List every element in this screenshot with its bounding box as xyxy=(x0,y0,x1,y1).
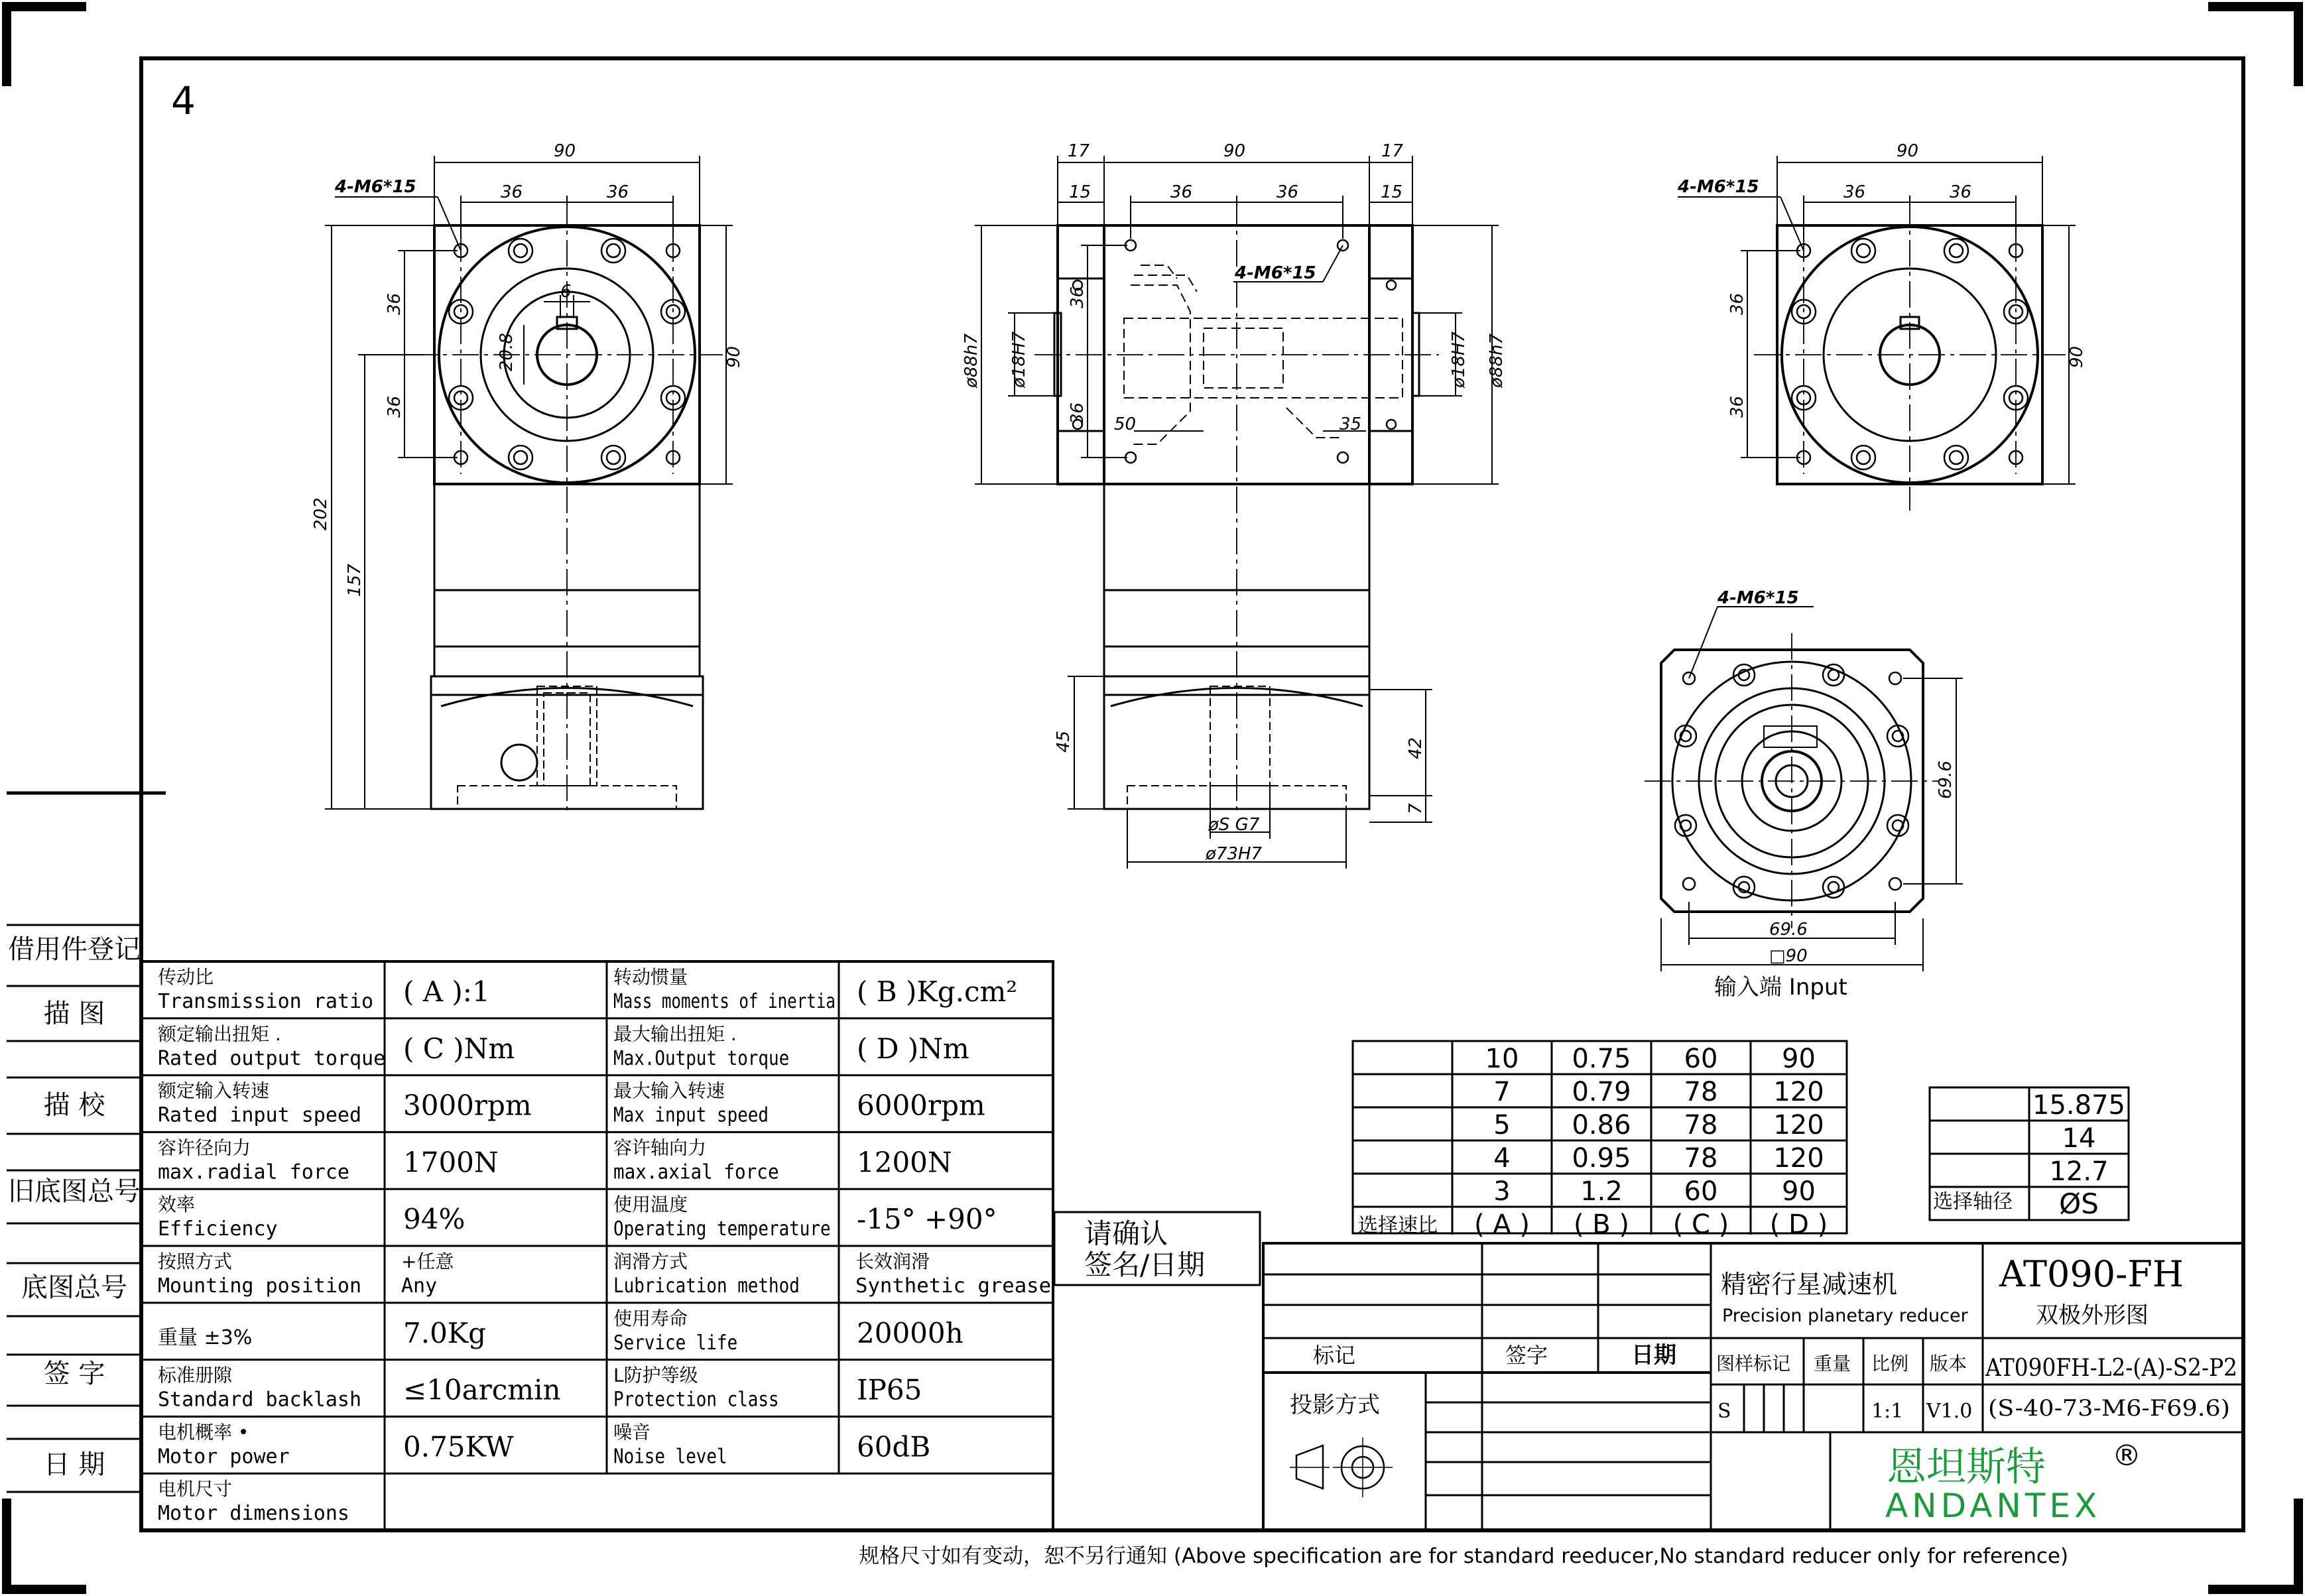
dim-label: 90 xyxy=(1897,141,1919,161)
spec-label-en: Max input speed xyxy=(613,1103,769,1127)
right-view xyxy=(1677,141,2087,511)
ratio-cell: 3 xyxy=(1493,1176,1511,1207)
ratio-cell: 0.86 xyxy=(1572,1110,1631,1140)
dim-label: ø73H7 xyxy=(1206,844,1263,864)
dim-label: 36 xyxy=(385,395,405,418)
spec-value: 0.75KW xyxy=(403,1430,514,1463)
product-name-cn: 精密行星减速机 xyxy=(1721,1270,1898,1299)
spec-value: 94% xyxy=(403,1203,466,1236)
shaft-cell: 14 xyxy=(2062,1123,2096,1154)
ratio-footer-cell: ( B ) xyxy=(1573,1209,1630,1240)
spec-value: 60dB xyxy=(857,1430,931,1463)
dim-label: ø88h7 xyxy=(962,333,981,388)
shaft-cell: 15.875 xyxy=(2032,1090,2125,1121)
dim-label: 90 xyxy=(554,141,576,161)
brand-name-en: ANDANTEX xyxy=(1885,1487,2101,1525)
ratio-cell: 0.75 xyxy=(1572,1044,1631,1074)
spec-label-en: Standard backlash xyxy=(158,1388,362,1412)
spec-value: 长效润滑 xyxy=(855,1251,930,1272)
dim-label: 15 xyxy=(1381,182,1403,202)
brand-name-cn: 恩坦斯特 xyxy=(1887,1444,2046,1491)
dim-label: 90 xyxy=(1223,141,1246,161)
spec-value: 1700N xyxy=(403,1146,499,1179)
dim-label: 4-M6*15 xyxy=(335,177,416,197)
title-header-mark: 标记 xyxy=(1313,1343,1356,1368)
ratio-cell: 60 xyxy=(1684,1044,1718,1074)
dim-label: 157 xyxy=(345,564,365,597)
spec-label-cn: 传动比 xyxy=(158,966,214,988)
strip-label: 借用件登记 xyxy=(8,934,141,965)
spec-label-cn: 效率 xyxy=(158,1194,196,1216)
spec-label-cn: 最大输入转速 xyxy=(613,1079,725,1102)
spec-label-en: max.axial force xyxy=(613,1160,779,1184)
confirm-line-1: 请确认 xyxy=(1084,1217,1168,1250)
projection-label: 投影方式 xyxy=(1290,1392,1380,1418)
ratio-cell: 120 xyxy=(1773,1143,1824,1174)
dim-label: 36 xyxy=(1727,395,1747,418)
spec-label-en: Efficiency xyxy=(158,1217,278,1241)
spec-label-cn: 额定输出扭矩 . xyxy=(158,1022,281,1045)
strip-label: 日 期 xyxy=(43,1449,105,1480)
ratio-cell: 0.79 xyxy=(1572,1077,1631,1107)
dim-label: ø18H7 xyxy=(1449,331,1469,388)
spec-value: Any xyxy=(401,1274,438,1298)
dim-label: øS G7 xyxy=(1208,815,1260,835)
input-caption: 输入端 Input xyxy=(1714,974,1847,1001)
spec-label-cn: 润滑方式 xyxy=(613,1251,688,1272)
dim-label: ø18H7 xyxy=(1009,331,1029,388)
spec-label-en: Max.Output torque xyxy=(613,1046,790,1070)
strip-label: 旧底图总号 xyxy=(8,1176,141,1207)
spec-value: +任意 xyxy=(401,1251,454,1272)
model-number: AT090-FH xyxy=(1999,1253,2184,1295)
strip-label: 底图总号 xyxy=(21,1272,127,1303)
title-header-sign: 签字 xyxy=(1505,1343,1548,1368)
dim-label: 36 xyxy=(1068,286,1088,308)
spec-label-cn: L防护等级 xyxy=(613,1364,698,1386)
meta-value: V1.0 xyxy=(1926,1400,1973,1423)
ratio-cell: 120 xyxy=(1773,1077,1824,1107)
spec-label-en: max.radial force xyxy=(158,1160,349,1184)
sheet-number: 4 xyxy=(171,78,196,123)
spec-label-cn: 转动惯量 xyxy=(613,966,688,988)
meta-value: S xyxy=(1717,1400,1731,1423)
spec-label-en: Motor dimensions xyxy=(158,1502,349,1526)
spec-label-en: Noise level xyxy=(613,1445,727,1469)
ratio-cell: 78 xyxy=(1684,1110,1718,1140)
ratio-footer-cell: ( A ) xyxy=(1473,1209,1530,1240)
ratio-cell: 90 xyxy=(1782,1176,1816,1207)
dim-label: 17 xyxy=(1068,141,1090,161)
ratio-cell: 78 xyxy=(1684,1077,1718,1107)
spec-label-cn: 标准册隙 xyxy=(158,1364,233,1386)
ratio-footer-label: 选择速比 xyxy=(1358,1214,1438,1237)
side-view xyxy=(962,141,1507,869)
strip-label: 描 校 xyxy=(43,1090,105,1121)
spec-label-cn: 电机尺寸 xyxy=(158,1478,233,1501)
part-sub: (S-40-73-M6-F69.6) xyxy=(1988,1395,2230,1422)
spec-value: 6000rpm xyxy=(857,1089,985,1122)
dim-label: 7 xyxy=(1406,803,1426,814)
spec-value: IP65 xyxy=(857,1373,922,1406)
spec-value: 7.0Kg xyxy=(403,1316,487,1349)
ratio-cell: 120 xyxy=(1773,1110,1824,1140)
dim-label: 90 xyxy=(724,345,744,368)
dim-label: 42 xyxy=(1406,737,1426,759)
shaft-cell: 12.7 xyxy=(2049,1156,2109,1187)
spec-value: ( B )Kg.cm² xyxy=(857,975,1018,1008)
spec-label-cn: 容许径向力 xyxy=(158,1136,251,1159)
dim-label: 90 xyxy=(2067,345,2087,368)
spec-label-en: Motor power xyxy=(158,1445,290,1469)
spec-value: Synthetic grease xyxy=(855,1274,1051,1298)
spec-label-en: Lubrication method xyxy=(613,1274,800,1298)
strip-label: 签 字 xyxy=(43,1359,105,1389)
dim-label: 15 xyxy=(1069,182,1091,202)
part-number: AT090FH-L2-(A)-S2-P2 xyxy=(1985,1355,2237,1382)
spec-label-cn: 使用寿命 xyxy=(613,1307,688,1329)
dim-label: 36 xyxy=(1727,292,1747,315)
spec-label-cn: 噪音 xyxy=(613,1421,651,1443)
ratio-footer-cell: ( C ) xyxy=(1672,1209,1729,1240)
ratio-cell: 90 xyxy=(1782,1044,1816,1074)
spec-value: ≤10arcmin xyxy=(403,1373,561,1406)
spec-value: 3000rpm xyxy=(403,1089,532,1122)
drawing-name: 双极外形图 xyxy=(2036,1302,2149,1329)
dim-label: 17 xyxy=(1381,141,1404,161)
dim-label: 202 xyxy=(311,497,331,530)
footer-note: 规格尺寸如有变动，恕不另行通知 (Above specification are for standard reeducer,No standard reducer only for reference) xyxy=(859,1544,2069,1568)
spec-label-en: Operating temperature xyxy=(613,1217,831,1241)
dim-label: 4-M6*15 xyxy=(1717,588,1799,608)
dim-label: 69.6 xyxy=(1936,761,1956,799)
spec-label-cn: 按照方式 xyxy=(158,1251,233,1272)
meta-label: 比例 xyxy=(1871,1353,1909,1375)
strip-label: 描 图 xyxy=(43,999,105,1029)
spec-value: ( D )Nm xyxy=(857,1032,969,1065)
meta-label: 版本 xyxy=(1930,1353,1967,1375)
front-view xyxy=(311,141,744,816)
spec-value: ( A ):1 xyxy=(403,975,490,1008)
brand-mark: ® xyxy=(2112,1439,2141,1473)
spec-label-cn: 电机概率 • xyxy=(158,1421,249,1443)
spec-label-cn: 容许轴向力 xyxy=(613,1136,707,1159)
spec-value: 20000h xyxy=(857,1316,964,1349)
dim-label: 36 xyxy=(385,292,405,315)
title-header-date: 日期 xyxy=(1631,1342,1676,1369)
shaft-footer-label: 选择轴径 xyxy=(1933,1190,2013,1213)
dim-label: 45 xyxy=(1054,730,1074,753)
product-name-en: Precision planetary reducer xyxy=(1722,1306,1968,1326)
spec-label-en: Mounting position xyxy=(158,1274,362,1298)
spec-value: -15° +90° xyxy=(857,1203,997,1236)
spec-label-cn: 使用温度 xyxy=(613,1194,688,1216)
projection-symbol xyxy=(1290,1438,1393,1497)
dim-label: 36 xyxy=(1068,402,1088,424)
dim-label: 50 xyxy=(1114,414,1137,434)
ratio-cell: 60 xyxy=(1684,1176,1718,1207)
dim-label: 36 xyxy=(1170,182,1193,202)
spec-label-en: Service life xyxy=(613,1331,738,1355)
confirm-line-2: 签名/日期 xyxy=(1084,1249,1206,1281)
ratio-cell: 0.95 xyxy=(1572,1143,1631,1174)
spec-label-en: Transmission ratio xyxy=(158,990,374,1013)
meta-label: 图样标记 xyxy=(1716,1353,1791,1375)
dim-label: 4-M6*15 xyxy=(1678,177,1759,197)
ratio-cell: 10 xyxy=(1485,1044,1519,1074)
dim-label: □90 xyxy=(1769,946,1808,966)
dim-label: 36 xyxy=(501,182,523,202)
meta-value: 1:1 xyxy=(1871,1400,1904,1423)
ratio-footer-cell: ( D ) xyxy=(1769,1209,1828,1240)
spec-label-cn: 额定输入转速 xyxy=(158,1079,270,1102)
dim-label: 36 xyxy=(607,182,629,202)
dim-label: 36 xyxy=(1950,182,1972,202)
dim-label: 20.8 xyxy=(497,333,517,371)
spec-label-en: Rated input speed xyxy=(158,1103,362,1127)
spec-value: 1200N xyxy=(857,1146,952,1179)
spec-label-cn: 最大输出扭矩 . xyxy=(613,1022,737,1045)
spec-label-en: Protection class xyxy=(613,1388,779,1412)
dim-label: 6 xyxy=(560,282,572,302)
ratio-cell: 7 xyxy=(1493,1077,1511,1107)
dim-label: 4-M6*15 xyxy=(1235,263,1316,283)
shaft-footer-value: ØS xyxy=(2059,1188,2099,1220)
dim-label: 36 xyxy=(1277,182,1299,202)
spec-label-en: 重量 ±3% xyxy=(158,1325,253,1349)
input-view xyxy=(1645,588,1963,1001)
meta-label: 重量 xyxy=(1814,1353,1851,1375)
ratio-cell: 4 xyxy=(1493,1143,1511,1174)
spec-value: ( C )Nm xyxy=(403,1032,515,1065)
spec-label-en: Mass moments of inertia xyxy=(613,990,836,1013)
spec-label-en: Rated output torque xyxy=(158,1046,386,1070)
dim-label: ø88h7 xyxy=(1487,333,1507,388)
ratio-cell: 1.2 xyxy=(1580,1176,1623,1207)
dim-label: 35 xyxy=(1339,414,1362,434)
ratio-cell: 78 xyxy=(1684,1143,1718,1174)
dim-label: 36 xyxy=(1843,182,1866,202)
ratio-cell: 5 xyxy=(1493,1110,1511,1140)
dim-label: 69.6 xyxy=(1769,920,1808,940)
